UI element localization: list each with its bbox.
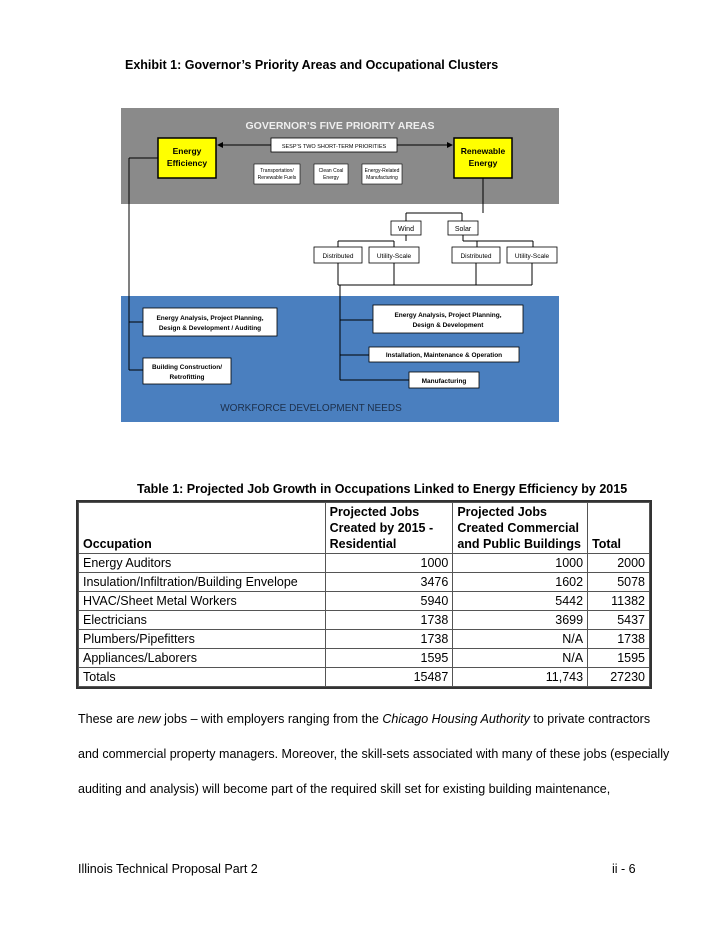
cell-occupation: Totals (79, 668, 326, 687)
cell-occupation: Energy Auditors (79, 554, 326, 573)
paragraph-text: jobs – with employers ranging from the (160, 712, 383, 726)
building-construction-label-1: Building Construction/ (151, 364, 223, 371)
cell-residential: 1738 (325, 630, 453, 649)
energy-analysis-left-label-1: Energy Analysis, Project Planning, (156, 315, 264, 322)
wind-label: Wind (398, 226, 414, 233)
cell-total: 1738 (588, 630, 650, 649)
cell-commercial: N/A (453, 630, 588, 649)
table-row (79, 649, 650, 668)
header-commercial-line-2: Created Commercial (457, 521, 579, 535)
footer-page-number: ii - 6 (612, 862, 636, 876)
header-residential-line-1: Projected Jobs (329, 505, 420, 519)
header-residential-line-2: Created by 2015 - (329, 521, 434, 535)
workforce-title: WORKFORCE DEVELOPMENT NEEDS (220, 403, 402, 414)
cell-commercial: 1000 (453, 554, 588, 573)
solar-utility-label: Utility-Scale (514, 253, 550, 260)
energy-analysis-right-label-2: Design & Development (412, 322, 484, 329)
paragraph-line-3: auditing and analysis) will become part of the required skill set for existing building maintenance, (78, 782, 611, 796)
cell-occupation: Appliances/Laborers (79, 649, 326, 668)
energy-analysis-right-label-1: Energy Analysis, Project Planning, (394, 312, 502, 319)
cell-occupation: Electricians (79, 611, 326, 630)
manufacturing-label: Manufacturing (421, 378, 467, 385)
cell-commercial: 5442 (453, 592, 588, 611)
priority-areas-diagram (121, 108, 559, 422)
table-row (79, 630, 650, 649)
paragraph-text: These are (78, 712, 138, 726)
transport-label-1: Transportation/ (260, 168, 294, 174)
header-occupation: Occupation (79, 503, 326, 554)
table-row (79, 573, 650, 592)
cell-total: 2000 (588, 554, 650, 573)
energy-analysis-left-label-2: Design & Development / Auditing (158, 325, 262, 332)
cell-commercial: N/A (453, 649, 588, 668)
cell-residential: 1000 (325, 554, 453, 573)
clean-coal-label-2: Energy (323, 175, 339, 181)
table-row (79, 592, 650, 611)
sesp-label: SESP’S TWO SHORT-TERM PRIORITIES (281, 144, 387, 150)
clean-coal-box (314, 164, 348, 184)
installation-label: Installation, Maintenance & Operation (385, 352, 503, 359)
cell-residential: 1738 (325, 611, 453, 630)
cell-total: 11382 (588, 592, 650, 611)
solar-label: Solar (454, 226, 472, 233)
header-residential (325, 503, 453, 554)
manufacturing-priority-box (362, 164, 402, 184)
priority-title: GOVERNOR’S FIVE PRIORITY AREAS (245, 120, 435, 132)
wind-distributed-label: Distributed (322, 253, 354, 260)
paragraph-line-1 (78, 712, 650, 726)
header-commercial-line-3: and Public Buildings (457, 537, 581, 551)
header-commercial (453, 503, 588, 554)
cell-total: 5078 (588, 573, 650, 592)
table-row (79, 611, 650, 630)
table-totals-row (79, 668, 650, 687)
paragraph-line-2: and commercial property managers. Moreover, the skill-sets associated with many of these jobs (especially (78, 747, 670, 761)
cell-occupation: Plumbers/Pipefitters (79, 630, 326, 649)
header-total: Total (588, 503, 650, 554)
header-commercial-line-1: Projected Jobs (457, 505, 547, 519)
manufacturing-priority-label-2: Manufacturing (366, 175, 398, 181)
job-growth-table (78, 502, 650, 687)
cell-commercial: 11,743 (453, 668, 588, 687)
footer-document-title: Illinois Technical Proposal Part 2 (78, 862, 258, 876)
transport-label-2: Renewable Fuels (257, 175, 297, 181)
exhibit-title: Exhibit 1: Governor’s Priority Areas and Occupational Clusters (125, 58, 499, 72)
paragraph-emphasis-new: new (137, 712, 161, 726)
cell-commercial: 1602 (453, 573, 588, 592)
renewable-energy-label-1: Renewable (460, 146, 506, 156)
header-residential-line-3: Residential (329, 537, 397, 551)
cell-occupation: HVAC/Sheet Metal Workers (79, 592, 326, 611)
solar-distributed-label: Distributed (460, 253, 492, 260)
energy-efficiency-label-2: Efficiency (166, 158, 208, 168)
cell-residential: 15487 (325, 668, 453, 687)
renewable-energy-label-2: Energy (468, 158, 498, 168)
cell-residential: 3476 (325, 573, 453, 592)
cell-occupation: Insulation/Infiltration/Building Envelope (79, 573, 326, 592)
transport-box (254, 164, 300, 184)
table-title: Table 1: Projected Job Growth in Occupations Linked to Energy Efficiency by 2015 (137, 482, 628, 496)
clean-coal-label-1: Clean Coal (318, 168, 344, 174)
table-row (79, 554, 650, 573)
cell-total: 1595 (588, 649, 650, 668)
building-construction-label-2: Retrofitting (169, 374, 205, 381)
cell-residential: 5940 (325, 592, 453, 611)
energy-efficiency-label-1: Energy (172, 146, 202, 156)
paragraph-text: to private contractors (529, 712, 651, 726)
manufacturing-priority-label-1: Energy-Related (364, 168, 400, 174)
cell-residential: 1595 (325, 649, 453, 668)
cell-total: 27230 (588, 668, 650, 687)
table-header-row (79, 503, 650, 554)
cell-commercial: 3699 (453, 611, 588, 630)
paragraph-emphasis-cha: Chicago Housing Authority (382, 712, 530, 726)
cell-total: 5437 (588, 611, 650, 630)
wind-utility-label: Utility-Scale (376, 253, 412, 260)
